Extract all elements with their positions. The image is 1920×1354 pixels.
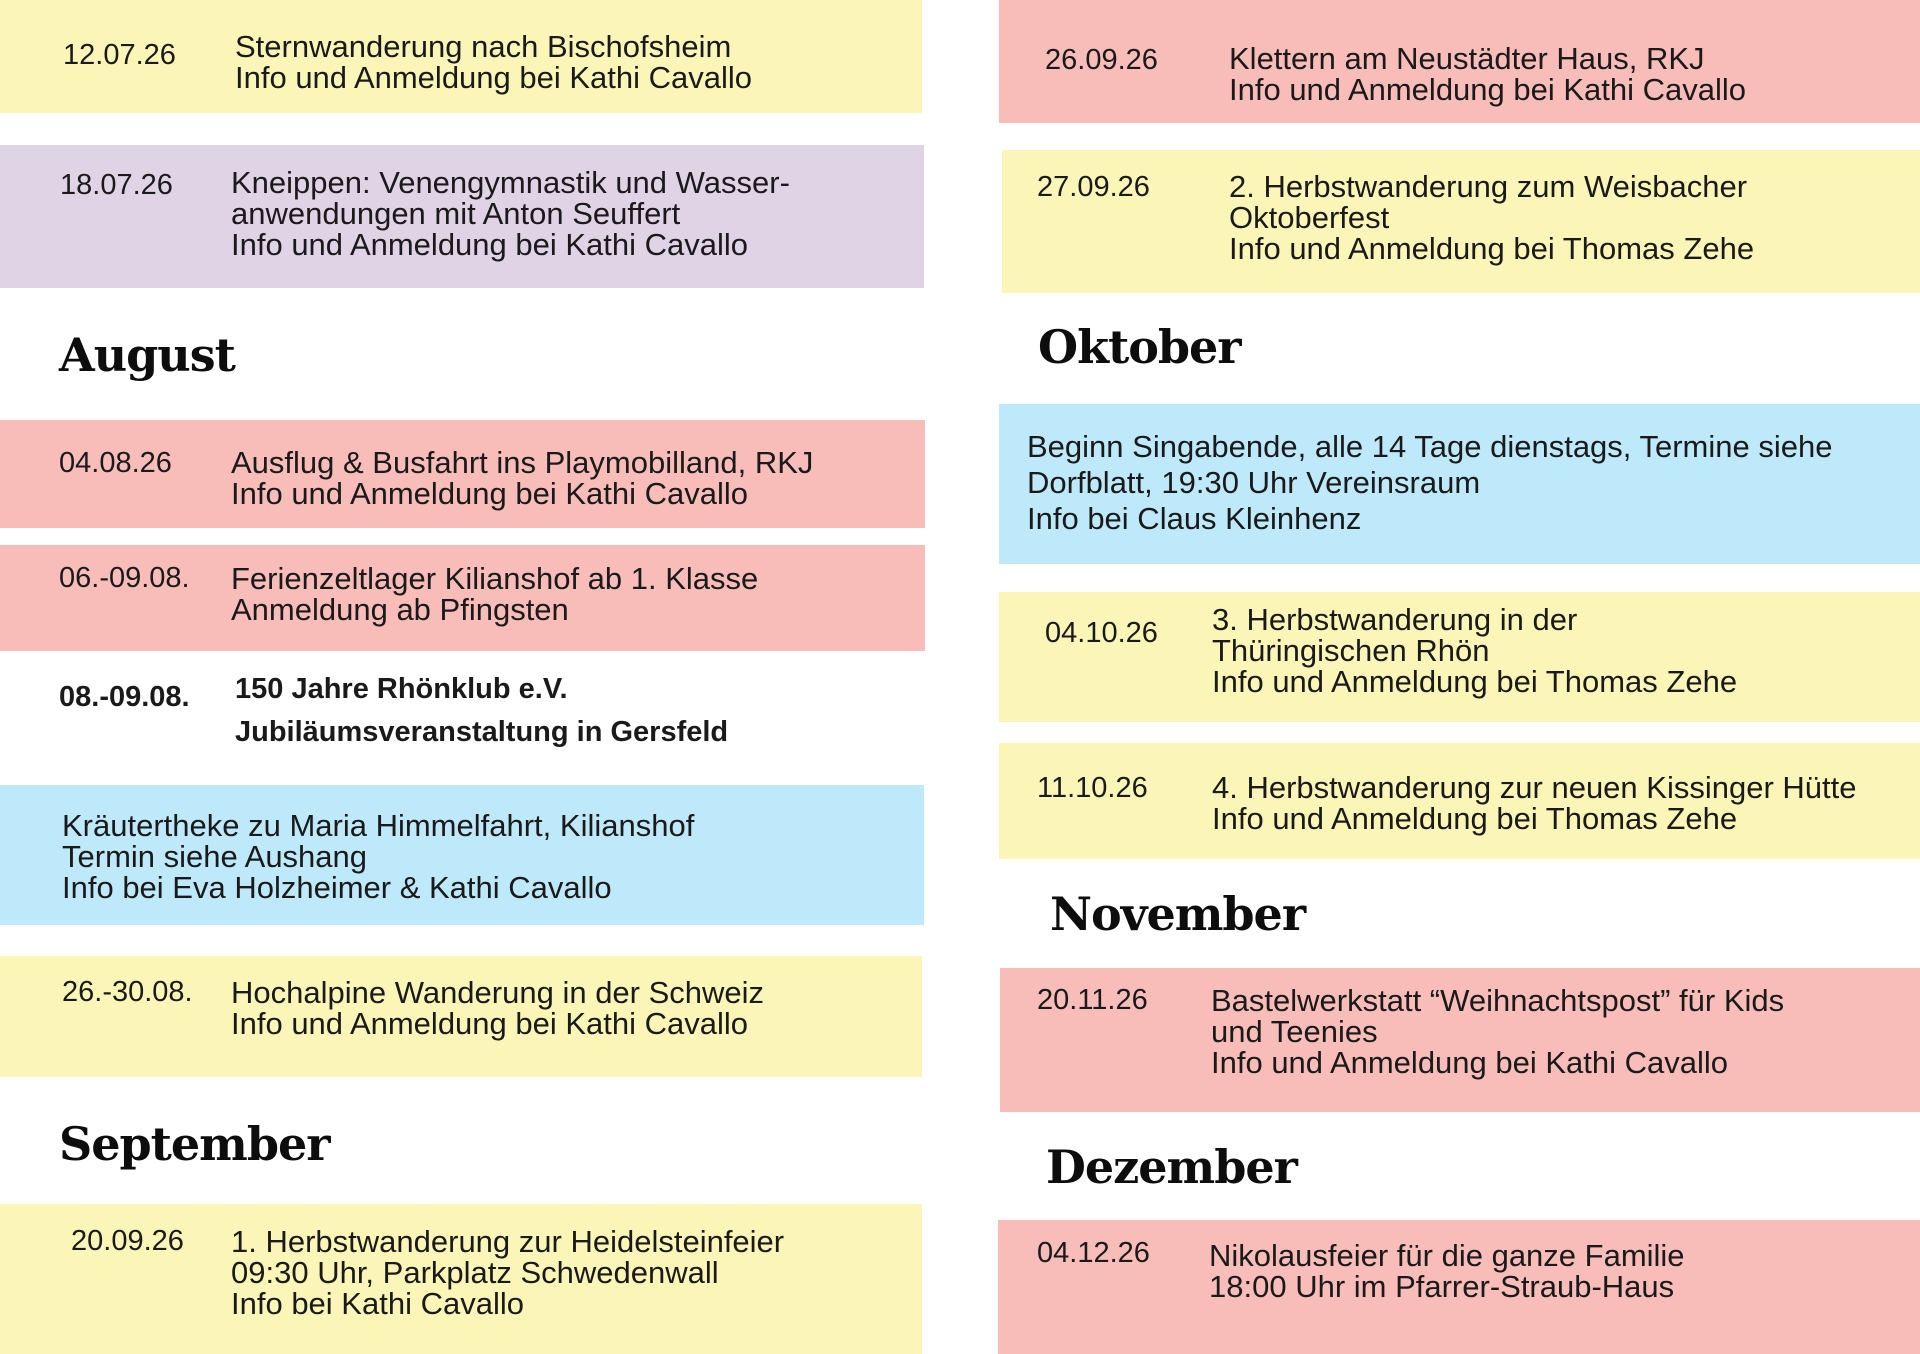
event-line: Info und Anmeldung bei Kathi Cavallo <box>231 476 749 511</box>
month-heading-dezember: Dezember <box>1046 1140 1297 1194</box>
event-line: Klettern am Neustädter Haus, RKJ <box>1229 41 1705 76</box>
event-line: Ferienzeltlager Kilianshof ab 1. Klasse <box>231 561 759 596</box>
event-line: 18:00 Uhr im Pfarrer-Straub-Haus <box>1209 1269 1675 1304</box>
month-heading-november: November <box>1050 887 1306 941</box>
event-line: 150 Jahre Rhönklub e.V. <box>235 673 568 705</box>
event-card-kraeutertheke <box>0 785 924 925</box>
event-card-singabende <box>999 404 1920 564</box>
event-card-04-12 <box>998 1220 1920 1354</box>
month-heading-september: September <box>59 1117 330 1171</box>
event-line: 2. Herbstwanderung zum Weisbacher <box>1229 169 1748 204</box>
event-line: Info und Anmeldung bei Kathi Cavallo <box>235 60 753 95</box>
event-card-27-09 <box>1002 150 1920 293</box>
month-heading-oktober: Oktober <box>1038 320 1241 374</box>
event-card-06-09-08 <box>0 545 925 651</box>
event-card-11-10 <box>999 743 1920 859</box>
event-date: 04.08.26 <box>59 447 172 479</box>
event-line: Termin siehe Aushang <box>62 839 368 874</box>
event-card-04-10 <box>999 592 1920 722</box>
event-line: Thüringischen Rhön <box>1212 633 1490 668</box>
event-line: Info und Anmeldung bei Thomas Zehe <box>1212 664 1738 699</box>
event-date: 12.07.26 <box>63 39 176 71</box>
event-date: 04.12.26 <box>1037 1237 1150 1269</box>
event-line: Nikolausfeier für die ganze Familie <box>1209 1238 1685 1273</box>
event-line: Info und Anmeldung bei Kathi Cavallo <box>231 227 749 262</box>
event-line: Info und Anmeldung bei Thomas Zehe <box>1212 801 1738 836</box>
event-line: 4. Herbstwanderung zur neuen Kissinger Hütte <box>1212 770 1857 805</box>
event-date: 18.07.26 <box>60 169 173 201</box>
month-heading-august: August <box>59 328 235 382</box>
event-date: 11.10.26 <box>1037 772 1148 804</box>
event-card-26-09 <box>999 0 1920 123</box>
event-date: 26.-30.08. <box>62 976 193 1008</box>
event-date: 27.09.26 <box>1037 171 1150 203</box>
event-card-04-08 <box>0 420 925 528</box>
event-line: anwendungen mit Anton Seuffert <box>231 196 681 231</box>
event-line: und Teenies <box>1211 1014 1378 1049</box>
event-card-12-07 <box>0 0 922 113</box>
event-line: Info und Anmeldung bei Kathi Cavallo <box>231 1006 749 1041</box>
event-line: 09:30 Uhr, Parkplatz Schwedenwall <box>231 1255 719 1290</box>
event-line: Kräutertheke zu Maria Himmelfahrt, Kilianshof <box>62 808 695 843</box>
event-line: Bastelwerkstatt “Weihnachtspost” für Kids <box>1211 983 1785 1018</box>
event-date: 20.11.26 <box>1037 984 1148 1016</box>
event-line: 1. Herbstwanderung zur Heidelsteinfeier <box>231 1224 785 1259</box>
event-line: Kneippen: Venengymnastik und Wasser- <box>231 165 790 200</box>
event-line: Info bei Claus Kleinhenz <box>1027 501 1362 536</box>
event-card-18-07 <box>0 145 924 288</box>
event-line: Anmeldung ab Pfingsten <box>231 592 569 627</box>
event-line: Hochalpine Wanderung in der Schweiz <box>231 975 765 1010</box>
event-date: 06.-09.08. <box>59 562 190 594</box>
event-date: 04.10.26 <box>1045 617 1158 649</box>
event-line: Info bei Kathi Cavallo <box>231 1286 524 1321</box>
event-line: Info und Anmeldung bei Kathi Cavallo <box>1211 1045 1729 1080</box>
event-line: Beginn Singabende, alle 14 Tage dienstags, Termine siehe <box>1027 429 1833 464</box>
event-line: 3. Herbstwanderung in der <box>1212 602 1578 637</box>
event-card-20-11 <box>1000 968 1920 1112</box>
event-line: Jubiläumsveranstaltung in Gersfeld <box>235 716 729 748</box>
event-date: 08.-09.08. <box>59 681 190 713</box>
event-date: 26.09.26 <box>1045 44 1158 76</box>
event-line: Info bei Eva Holzheimer & Kathi Cavallo <box>62 870 612 905</box>
event-date: 20.09.26 <box>71 1225 184 1257</box>
event-line: Sternwanderung nach Bischofsheim <box>235 29 732 64</box>
event-card-26-30-08 <box>0 956 922 1077</box>
event-line: Dorfblatt, 19:30 Uhr Vereinsraum <box>1027 465 1481 500</box>
event-line: Info und Anmeldung bei Kathi Cavallo <box>1229 72 1747 107</box>
event-card-08-09-08 <box>0 665 925 765</box>
event-line: Ausflug & Busfahrt ins Playmobilland, RKJ <box>231 445 814 480</box>
event-line: Info und Anmeldung bei Thomas Zehe <box>1229 231 1755 266</box>
event-card-20-09 <box>0 1204 922 1354</box>
event-line: Oktoberfest <box>1229 200 1390 235</box>
